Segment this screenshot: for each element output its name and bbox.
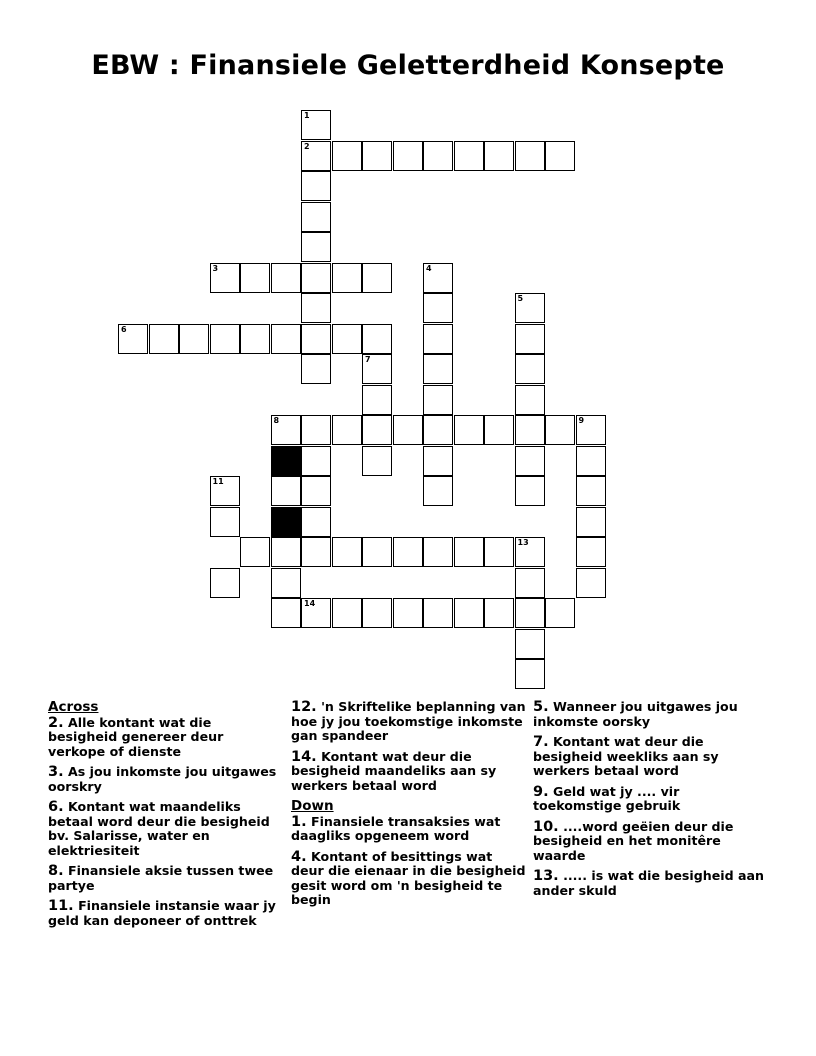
grid-cell[interactable]	[301, 598, 331, 628]
grid-cell[interactable]	[118, 324, 148, 354]
grid-cell[interactable]	[454, 415, 484, 445]
grid-cell[interactable]	[576, 568, 606, 598]
grid-cell[interactable]	[210, 324, 240, 354]
grid-cell[interactable]	[393, 415, 423, 445]
grid-cell[interactable]	[515, 476, 545, 506]
grid-cell[interactable]	[362, 537, 392, 567]
grid-cell[interactable]	[423, 324, 453, 354]
grid-cell[interactable]	[362, 324, 392, 354]
clue-down-1: 1. Finansiele transaksies wat daagliks opgeneem word	[291, 813, 501, 843]
grid-cell[interactable]	[362, 385, 392, 415]
black-cell	[271, 507, 301, 537]
clue-number: 13	[517, 538, 529, 547]
clue-across-2: 2. Alle kontant wat die besigheid genereer deur verkope of dienste	[48, 714, 224, 759]
down-heading: Down	[291, 798, 334, 814]
across-heading: Across	[48, 699, 99, 715]
grid-cell[interactable]	[301, 263, 331, 293]
clue-number: 2	[304, 141, 310, 151]
grid-cell[interactable]	[332, 263, 362, 293]
clue-number: 9	[578, 416, 585, 425]
grid-cell[interactable]	[210, 568, 240, 598]
grid-cell[interactable]	[301, 354, 331, 384]
grid-cell[interactable]	[301, 507, 331, 537]
grid-cell[interactable]	[423, 263, 453, 293]
clue-number: 14	[304, 599, 316, 608]
clue-number: 7	[365, 355, 371, 364]
grid-cell[interactable]	[149, 324, 179, 354]
clue-number: 3	[212, 263, 219, 273]
grid-cell[interactable]	[423, 446, 453, 476]
clues-column-1	[48, 700, 284, 934]
grid-cell[interactable]	[362, 354, 392, 384]
grid-cell[interactable]	[301, 476, 331, 506]
clue-number: 5	[517, 294, 524, 303]
clue-number: 8	[273, 416, 280, 425]
grid-cell[interactable]	[301, 110, 331, 140]
grid-cell[interactable]	[362, 598, 392, 628]
grid-cell[interactable]	[515, 537, 545, 567]
grid-cell[interactable]	[576, 507, 606, 537]
grid-cell[interactable]	[271, 598, 301, 628]
grid-cell[interactable]	[515, 415, 545, 445]
grid-cell[interactable]	[423, 141, 453, 171]
grid-cell[interactable]	[393, 598, 423, 628]
grid-cell[interactable]	[271, 537, 301, 567]
grid-cell[interactable]	[484, 415, 514, 445]
grid-cell[interactable]	[301, 293, 331, 323]
grid-cell[interactable]	[271, 415, 301, 445]
grid-cell[interactable]	[393, 537, 423, 567]
clue-across-8: 8. Finansiele aksie tussen twee partye	[48, 863, 274, 893]
grid-cell[interactable]	[423, 537, 453, 567]
grid-cell[interactable]	[301, 415, 331, 445]
black-cell	[271, 446, 301, 476]
grid-cell[interactable]	[545, 598, 575, 628]
clues-column-2	[291, 700, 527, 914]
grid-cell[interactable]	[210, 507, 240, 537]
grid-cell[interactable]	[515, 324, 545, 354]
grid-cell[interactable]	[301, 232, 331, 262]
grid-cell[interactable]	[393, 141, 423, 171]
grid-cell[interactable]	[576, 415, 606, 445]
grid-cell[interactable]	[423, 385, 453, 415]
grid-cell[interactable]	[332, 537, 362, 567]
grid-cell[interactable]	[454, 598, 484, 628]
clue-across-11: 11. Finansiele instansie waar jy geld kan deponeer of onttrek	[48, 898, 276, 928]
grid-cell[interactable]	[423, 354, 453, 384]
grid-cell[interactable]	[301, 141, 331, 171]
grid-cell[interactable]	[271, 263, 301, 293]
grid-cell[interactable]	[332, 141, 362, 171]
grid-cell[interactable]	[210, 476, 240, 506]
grid-cell[interactable]	[332, 598, 362, 628]
grid-cell[interactable]	[423, 476, 453, 506]
clue-down-7: 7. Kontant wat deur die besigheid weekliks aan sy werkers betaal word	[533, 734, 719, 778]
grid-cell[interactable]	[271, 568, 301, 598]
clue-down-10: 10. ....word geëien deur die besigheid en het monitêre waarde	[533, 818, 734, 863]
grid-cell[interactable]	[179, 324, 209, 354]
grid-cell[interactable]	[332, 415, 362, 445]
grid-cell[interactable]	[271, 476, 301, 506]
grid-cell[interactable]	[240, 263, 270, 293]
grid-cell[interactable]	[576, 476, 606, 506]
grid-cell[interactable]	[301, 324, 331, 354]
grid-cell[interactable]	[301, 171, 331, 201]
grid-cell[interactable]	[515, 568, 545, 598]
clue-number: 4	[426, 263, 432, 273]
clue-number: 11	[212, 477, 224, 486]
clue-across-14: 14. Kontant wat deur die besigheid maandeliks aan sy werkers betaal word	[291, 748, 497, 793]
grid-cell[interactable]	[332, 324, 362, 354]
clue-down-13: 13. ..... is wat die besigheid aan ander skuld	[533, 868, 764, 898]
clue-across-3: 3. As jou inkomste jou uitgawes oorskry	[48, 764, 277, 794]
grid-cell[interactable]	[484, 598, 514, 628]
grid-cell[interactable]	[362, 141, 392, 171]
page-title: EBW : Finansiele Geletterdheid Konsepte	[91, 50, 725, 81]
clue-across-12: 12. 'n Skriftelike beplanning van hoe jy jou toekomstige inkomste gan spandeer	[291, 699, 526, 743]
grid-cell[interactable]	[515, 141, 545, 171]
clues-column-3	[533, 700, 769, 904]
grid-cell[interactable]	[301, 446, 331, 476]
grid-cell[interactable]	[240, 324, 270, 354]
grid-cell[interactable]	[576, 537, 606, 567]
grid-cell[interactable]	[423, 415, 453, 445]
grid-cell[interactable]	[545, 415, 575, 445]
grid-cell[interactable]	[362, 446, 392, 476]
grid-cell[interactable]	[301, 202, 331, 232]
grid-cell[interactable]	[210, 263, 240, 293]
grid-cell[interactable]	[515, 293, 545, 323]
grid-cell[interactable]	[484, 537, 514, 567]
grid-cell[interactable]	[362, 415, 392, 445]
grid-cell[interactable]	[576, 446, 606, 476]
grid-cell[interactable]	[515, 629, 545, 659]
grid-cell[interactable]	[515, 598, 545, 628]
clue-down-5: 5. Wanneer jou uitgawes jou inkomste oorsky	[533, 699, 738, 729]
grid-cell[interactable]	[515, 659, 545, 689]
clue-number: 1	[304, 111, 310, 120]
grid-cell[interactable]	[515, 354, 545, 384]
grid-cell[interactable]	[240, 537, 270, 567]
grid-cell[interactable]	[271, 324, 301, 354]
grid-cell[interactable]	[515, 385, 545, 415]
clue-down-4: 4. Kontant of besittings wat deur die eienaar in die besigheid gesit word om 'n besigheid te begin	[291, 848, 526, 907]
grid-cell[interactable]	[423, 598, 453, 628]
grid-cell[interactable]	[545, 141, 575, 171]
clue-down-9: 9. Geld wat jy .... vir toekomstige gebruik	[533, 783, 681, 813]
grid-cell[interactable]	[362, 263, 392, 293]
grid-cell[interactable]	[423, 293, 453, 323]
clue-across-6: 6. Kontant wat maandeliks betaal word deur die besigheid bv. Salarisse, water en elektriesiteit	[48, 799, 270, 858]
grid-cell[interactable]	[454, 537, 484, 567]
grid-cell[interactable]	[454, 141, 484, 171]
grid-cell[interactable]	[484, 141, 514, 171]
grid-cell[interactable]	[301, 537, 331, 567]
grid-cell[interactable]	[515, 446, 545, 476]
clue-number: 6	[121, 324, 127, 334]
